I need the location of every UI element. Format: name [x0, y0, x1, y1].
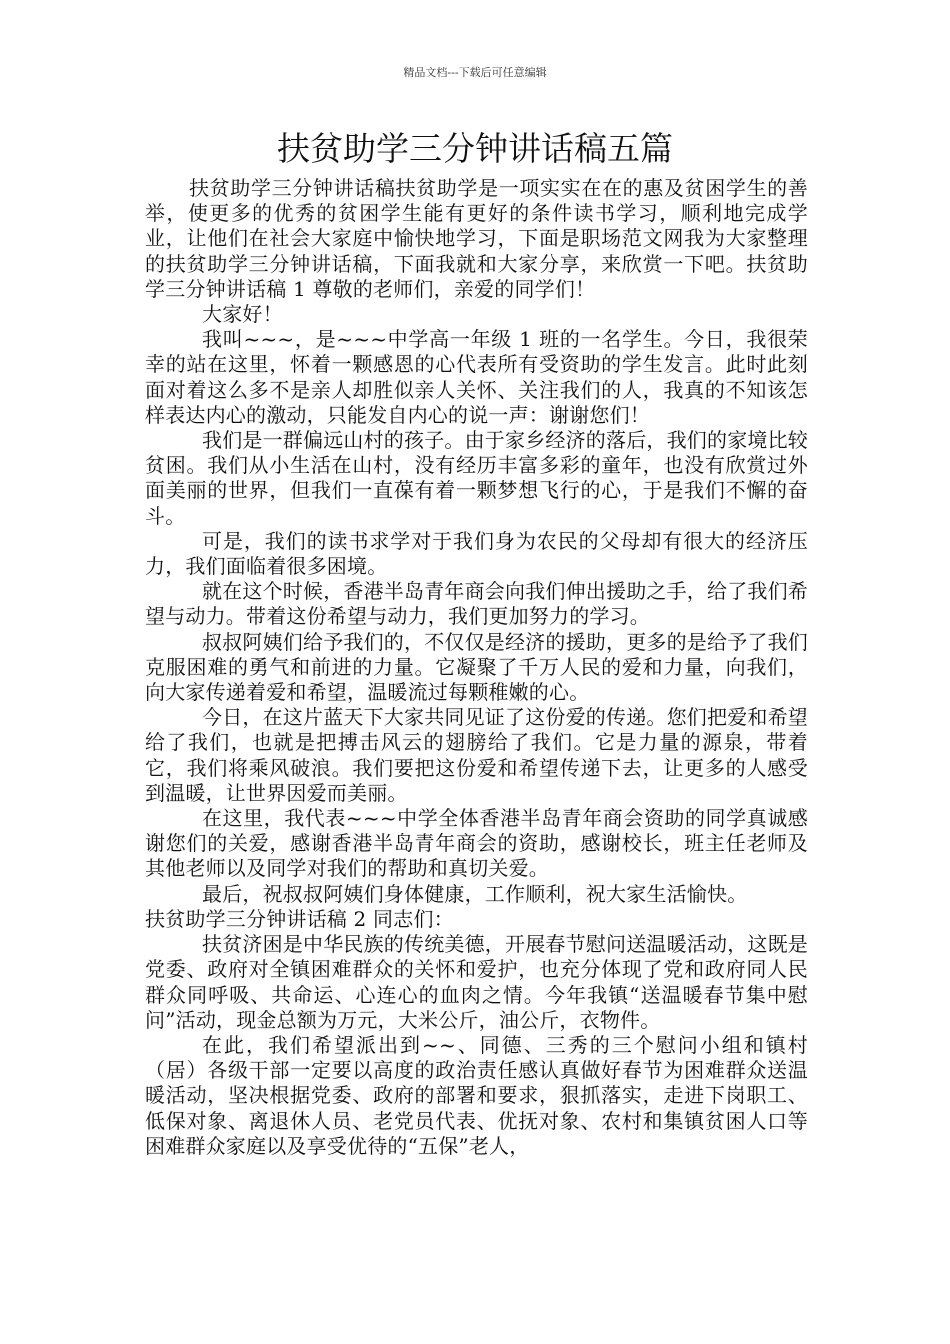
document-body — [145, 176, 808, 1159]
paragraph: 叔叔阿姨们给予我们的，不仅仅是经济的援助，更多的是给予了我们克服困难的勇气和前进的力量。它凝聚了千万人民的爱和力量，向我们，向大家传递着爱和希望，温暖流过每颗稚嫩的心。 — [145, 629, 808, 705]
paragraph-intro: 扶贫助学三分钟讲话稿扶贫助学是一项实实在在的惠及贫困学生的善举，使更多的优秀的贫困学生能有更好的条件读书学习，顺利地完成学业，让他们在社会大家庭中愉快地学习，下面是职场范文网我为大家整理的扶贫助学三分钟讲话稿，下面我就和大家分享，来欣赏一下吧。扶贫助学三分钟讲话稿 1 尊敬的老师们，亲爱的同学们！ — [145, 176, 808, 301]
paragraph-greeting: 大家好！ — [202, 302, 283, 327]
paragraph: 我们是一群偏远山村的孩子。由于家乡经济的落后，我们的家境比较贫困。我们从小生活在山村，没有经历丰富多彩的童年，也没有欣赏过外面美丽的世界，但我们一直葆有着一颗梦想飞行的心，于是我们不懈的奋斗。 — [145, 428, 808, 528]
paragraph: 今日，在这片蓝天下大家共同见证了这份爱的传递。您们把爱和希望给了我们，也就是把搏击风云的翅膀给了我们。它是力量的源泉，带着它，我们将乘风破浪。我们要把这份爱和希望传递下去，让更多的人感受到温暖，让世界因爱而美丽。 — [145, 705, 808, 805]
paragraph: 扶贫济困是中华民族的传统美德，开展春节慰问送温暖活动，这既是党委、政府对全镇困难群众的关怀和爱护，也充分体现了党和政府同人民群众同呼吸、共命运、心连心的血肉之情。今年我镇“送温暖春节集中慰问”活动，现金总额为万元，大米公斤，油公斤，衣物件。 — [145, 932, 808, 1032]
paragraph: 可是，我们的读书求学对于我们身为农民的父母却有很大的经济压力，我们面临着很多困境。 — [145, 528, 808, 579]
paragraph: 在此，我们希望派出到~~、同德、三秀的三个慰问小组和镇村（居）各级干部一定要以高度的政治责任感认真做好春节为困难群众送温暖活动，坚决根据党委、政府的部署和要求，狠抓落实，走进下岗职工、低保对象、离退休人员、老党员代表、优抚对象、农村和集镇贫困人口等困难群众家庭以及享受优待的“五保”老人， — [145, 1032, 808, 1158]
paragraph-speech-2-heading: 扶贫助学三分钟讲话稿 2 同志们： — [145, 906, 454, 931]
document-title: 扶贫助学三分钟讲话稿五篇 — [277, 129, 673, 168]
paragraph: 我叫~~~，是~~~中学高一年级 1 班的一名学生。今日，我很荣幸的站在这里，怀着一颗感恩的心代表所有受资助的学生发言。此时此刻面对着这么多不是亲人却胜似亲人关怀、关注我们的人，我真的不知该怎样表达内心的激动，只能发自内心的说一声：谢谢您们！ — [145, 327, 808, 427]
paragraph: 就在这个时候，香港半岛青年商会向我们伸出援助之手，给了我们希望与动力。带着这份希望与动力，我们更加努力的学习。 — [145, 579, 808, 629]
page-header-note: 精品文档---下载后可任意编辑 — [403, 66, 547, 79]
paragraph: 在这里，我代表~~~中学全体香港半岛青年商会资助的同学真诚感谢您们的关爱，感谢香港半岛青年商会的资助，感谢校长，班主任老师及其他老师以及同学对我们的帮助和真切关爱。 — [145, 806, 808, 881]
paragraph: 最后，祝叔叔阿姨们身体健康，工作顺利，祝大家生活愉快。 — [202, 881, 748, 906]
